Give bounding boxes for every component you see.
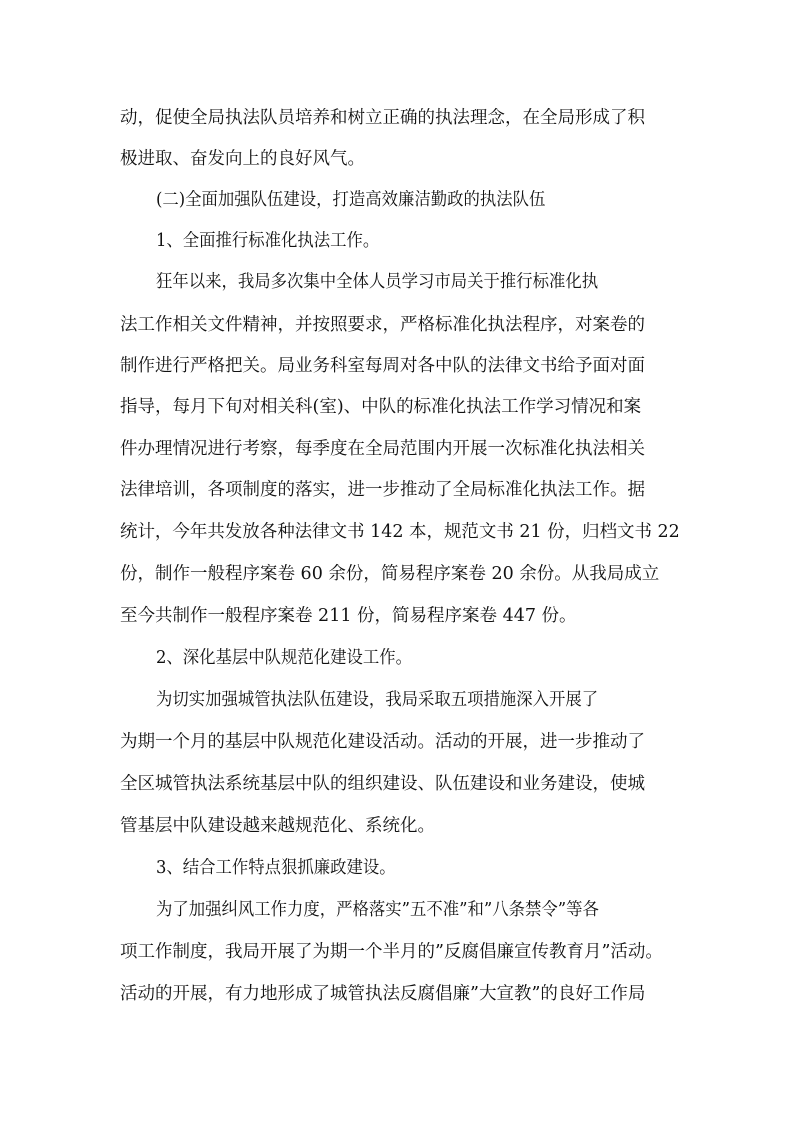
text-line: 法工作相关文件精神，并按照要求，严格标准化执法程序，对案卷的 [120,315,645,335]
text-line: 管基层中队建设越来越规范化、系统化。 [120,816,435,836]
text-line: 件办理情况进行考察，每季度在全局范围内开展一次标准化执法相关 [120,439,645,459]
subsection-heading: 3、结合工作特点狠抓廉政建设。 [156,858,396,878]
text-line: 法律培训，各项制度的落实，进一步推动了全局标准化执法工作。据 [120,480,645,500]
subsection-heading: 1、全面推行标准化执法工作。 [156,231,380,251]
text-line: 项工作制度，我局开展了为期一个半月的”反腐倡廉宣传教育月”活动。 [120,942,663,962]
text-line: 份，制作一般程序案卷 60 余份，简易程序案卷 20 余份。从我局成立 [120,564,660,584]
text-line: 指导，每月下旬对相关科(室)、中队的标准化执法工作学习情况和案 [120,397,642,417]
text-line: 活动的开展，有力地形成了城管执法反腐倡廉”大宣教”的良好工作局 [120,984,646,1004]
text-line: 为切实加强城管执法队伍建设，我局采取五项措施深入开展了 [156,690,599,710]
text-line: 至今共制作一般程序案卷 211 份，简易程序案卷 447 份。 [120,606,577,626]
section-heading: (二)全面加强队伍建设，打造高效廉洁勤政的执法队伍 [156,190,546,210]
subsection-heading: 2、深化基层中队规范化建设工作。 [156,648,413,668]
text-line: 动，促使全局执法队员培养和树立正确的执法理念，在全局形成了积 [120,108,645,128]
text-line: 为期一个月的基层中队规范化建设活动。活动的开展，进一步推动了 [120,732,645,752]
text-line: 为了加强纠风工作力度，严格落实”五不准”和”八条禁令”等各 [156,900,599,920]
text-line: 统计，今年共发放各种法律文书 142 本，规范文书 21 份，归档文书 22 [120,522,680,542]
text-line: 狂年以来，我局多次集中全体人员学习市局关于推行标准化执 [156,272,599,292]
text-line: 全区城管执法系统基层中队的组织建设、队伍建设和业务建设，使城 [120,774,645,794]
text-line: 极进取、奋发向上的良好风气。 [120,149,365,169]
text-line: 制作进行严格把关。局业务科室每周对各中队的法律文书给予面对面 [120,356,645,376]
